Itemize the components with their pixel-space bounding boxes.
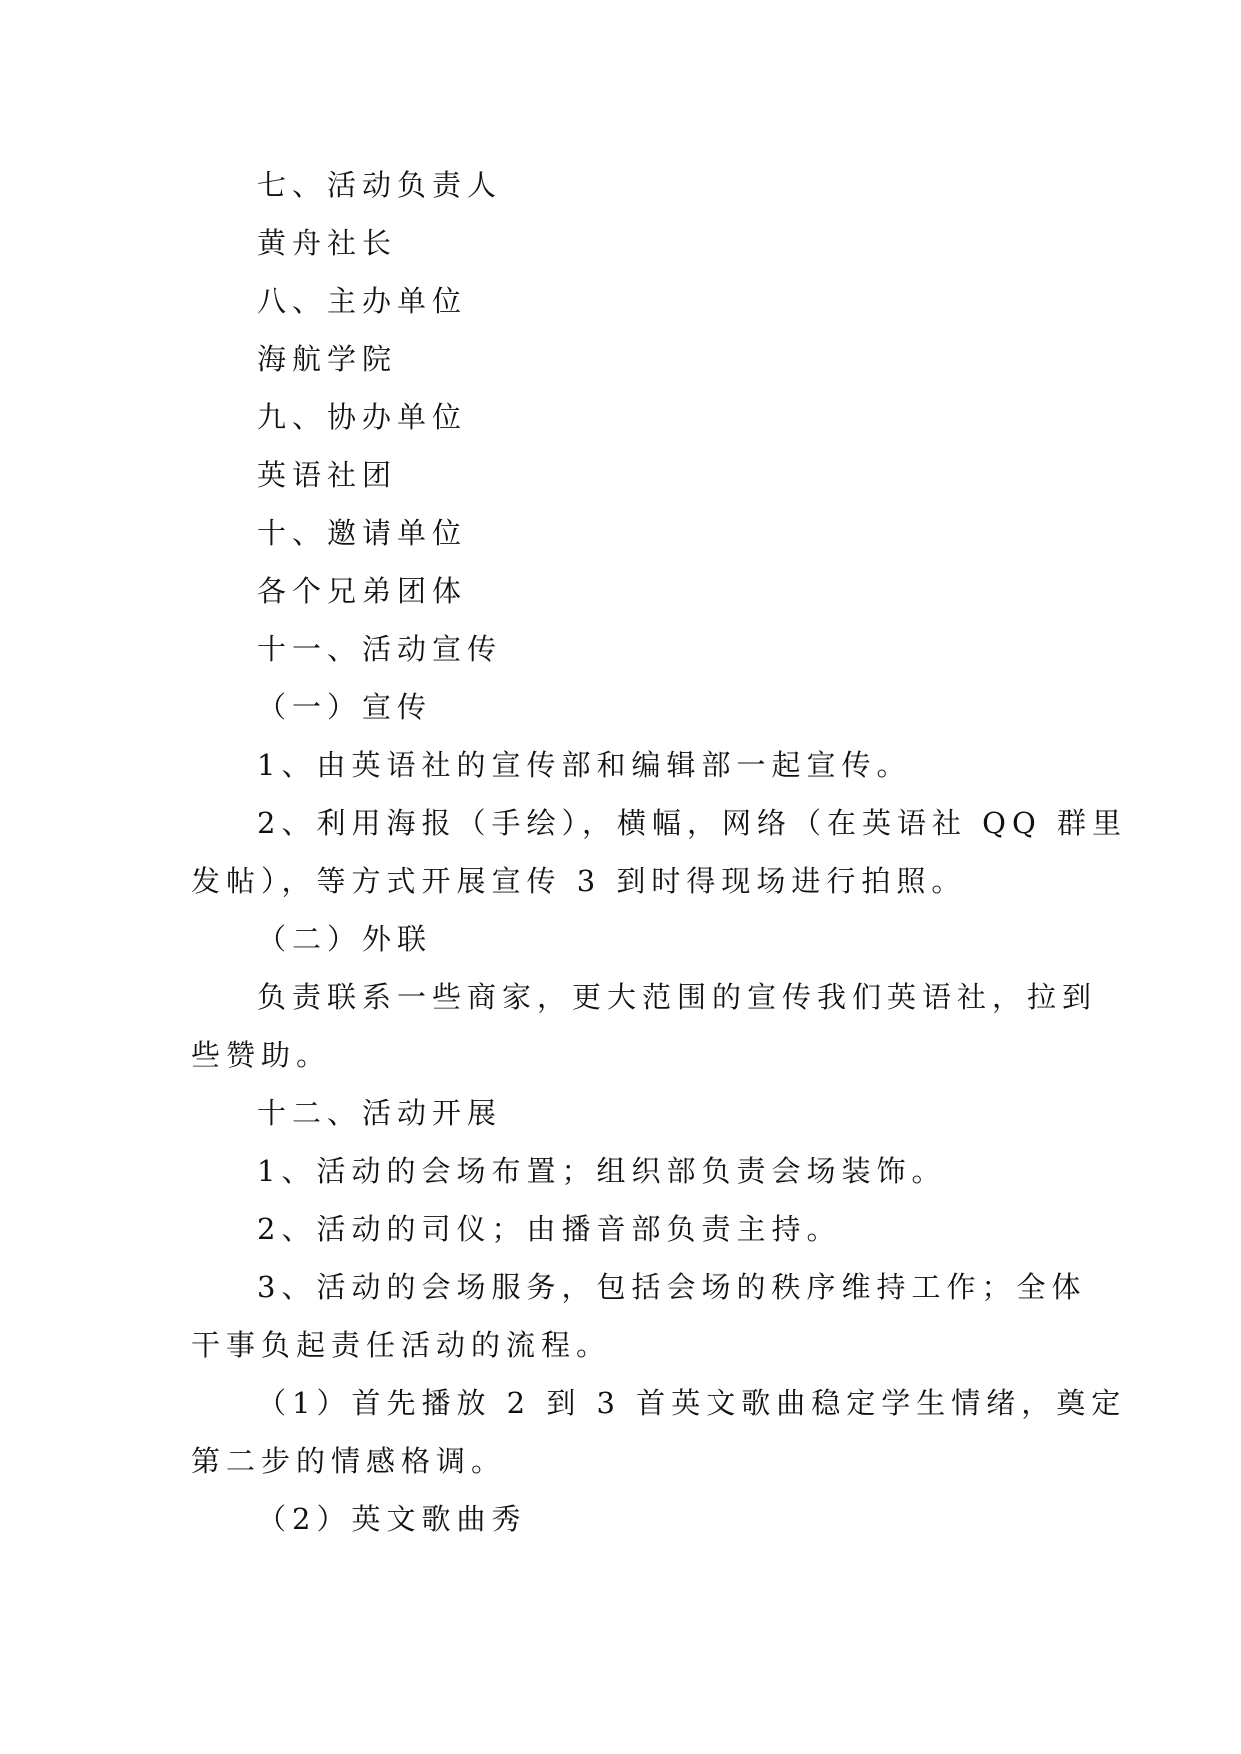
paragraph-line: （2）英文歌曲秀 <box>257 1502 527 1536</box>
paragraph-line: 发帖），等方式开展宣传 3 到时得现场进行拍照。 <box>191 864 967 898</box>
heading-11: 十一、活动宣传 <box>257 632 503 666</box>
paragraph-line: 英语社团 <box>257 458 398 492</box>
paragraph-line: 2、利用海报（手绘），横幅，网络（在英语社 QQ 群里 <box>257 806 1127 840</box>
heading-12: 十二、活动开展 <box>257 1096 503 1130</box>
paragraph-line: 2、活动的司仪；由播音部负责主持。 <box>257 1212 842 1246</box>
paragraph-line: 干事负起责任活动的流程。 <box>191 1328 612 1362</box>
paragraph-line: （1）首先播放 2 到 3 首英文歌曲稳定学生情绪，奠定 <box>257 1386 1127 1420</box>
subheading: （一）宣传 <box>257 690 433 724</box>
heading-8: 八、主办单位 <box>257 284 468 318</box>
paragraph-line: 1、活动的会场布置；组织部负责会场装饰。 <box>257 1154 947 1188</box>
paragraph-line: 海航学院 <box>257 342 398 376</box>
paragraph-line: 负责联系一些商家，更大范围的宣传我们英语社，拉到 <box>257 980 1098 1014</box>
heading-9: 九、协办单位 <box>257 400 468 434</box>
paragraph-line: 3、活动的会场服务，包括会场的秩序维持工作；全体 <box>257 1270 1087 1304</box>
heading-7: 七、活动负责人 <box>257 168 503 202</box>
subheading: （二）外联 <box>257 922 433 956</box>
paragraph-line: 些赞助。 <box>191 1038 332 1072</box>
paragraph-line: 黄舟社长 <box>257 226 398 260</box>
paragraph-line: 第二步的情感格调。 <box>191 1444 507 1478</box>
paragraph-line: 1、由英语社的宣传部和编辑部一起宣传。 <box>257 748 912 782</box>
paragraph-line: 各个兄弟团体 <box>257 574 468 608</box>
heading-10: 十、邀请单位 <box>257 516 468 550</box>
